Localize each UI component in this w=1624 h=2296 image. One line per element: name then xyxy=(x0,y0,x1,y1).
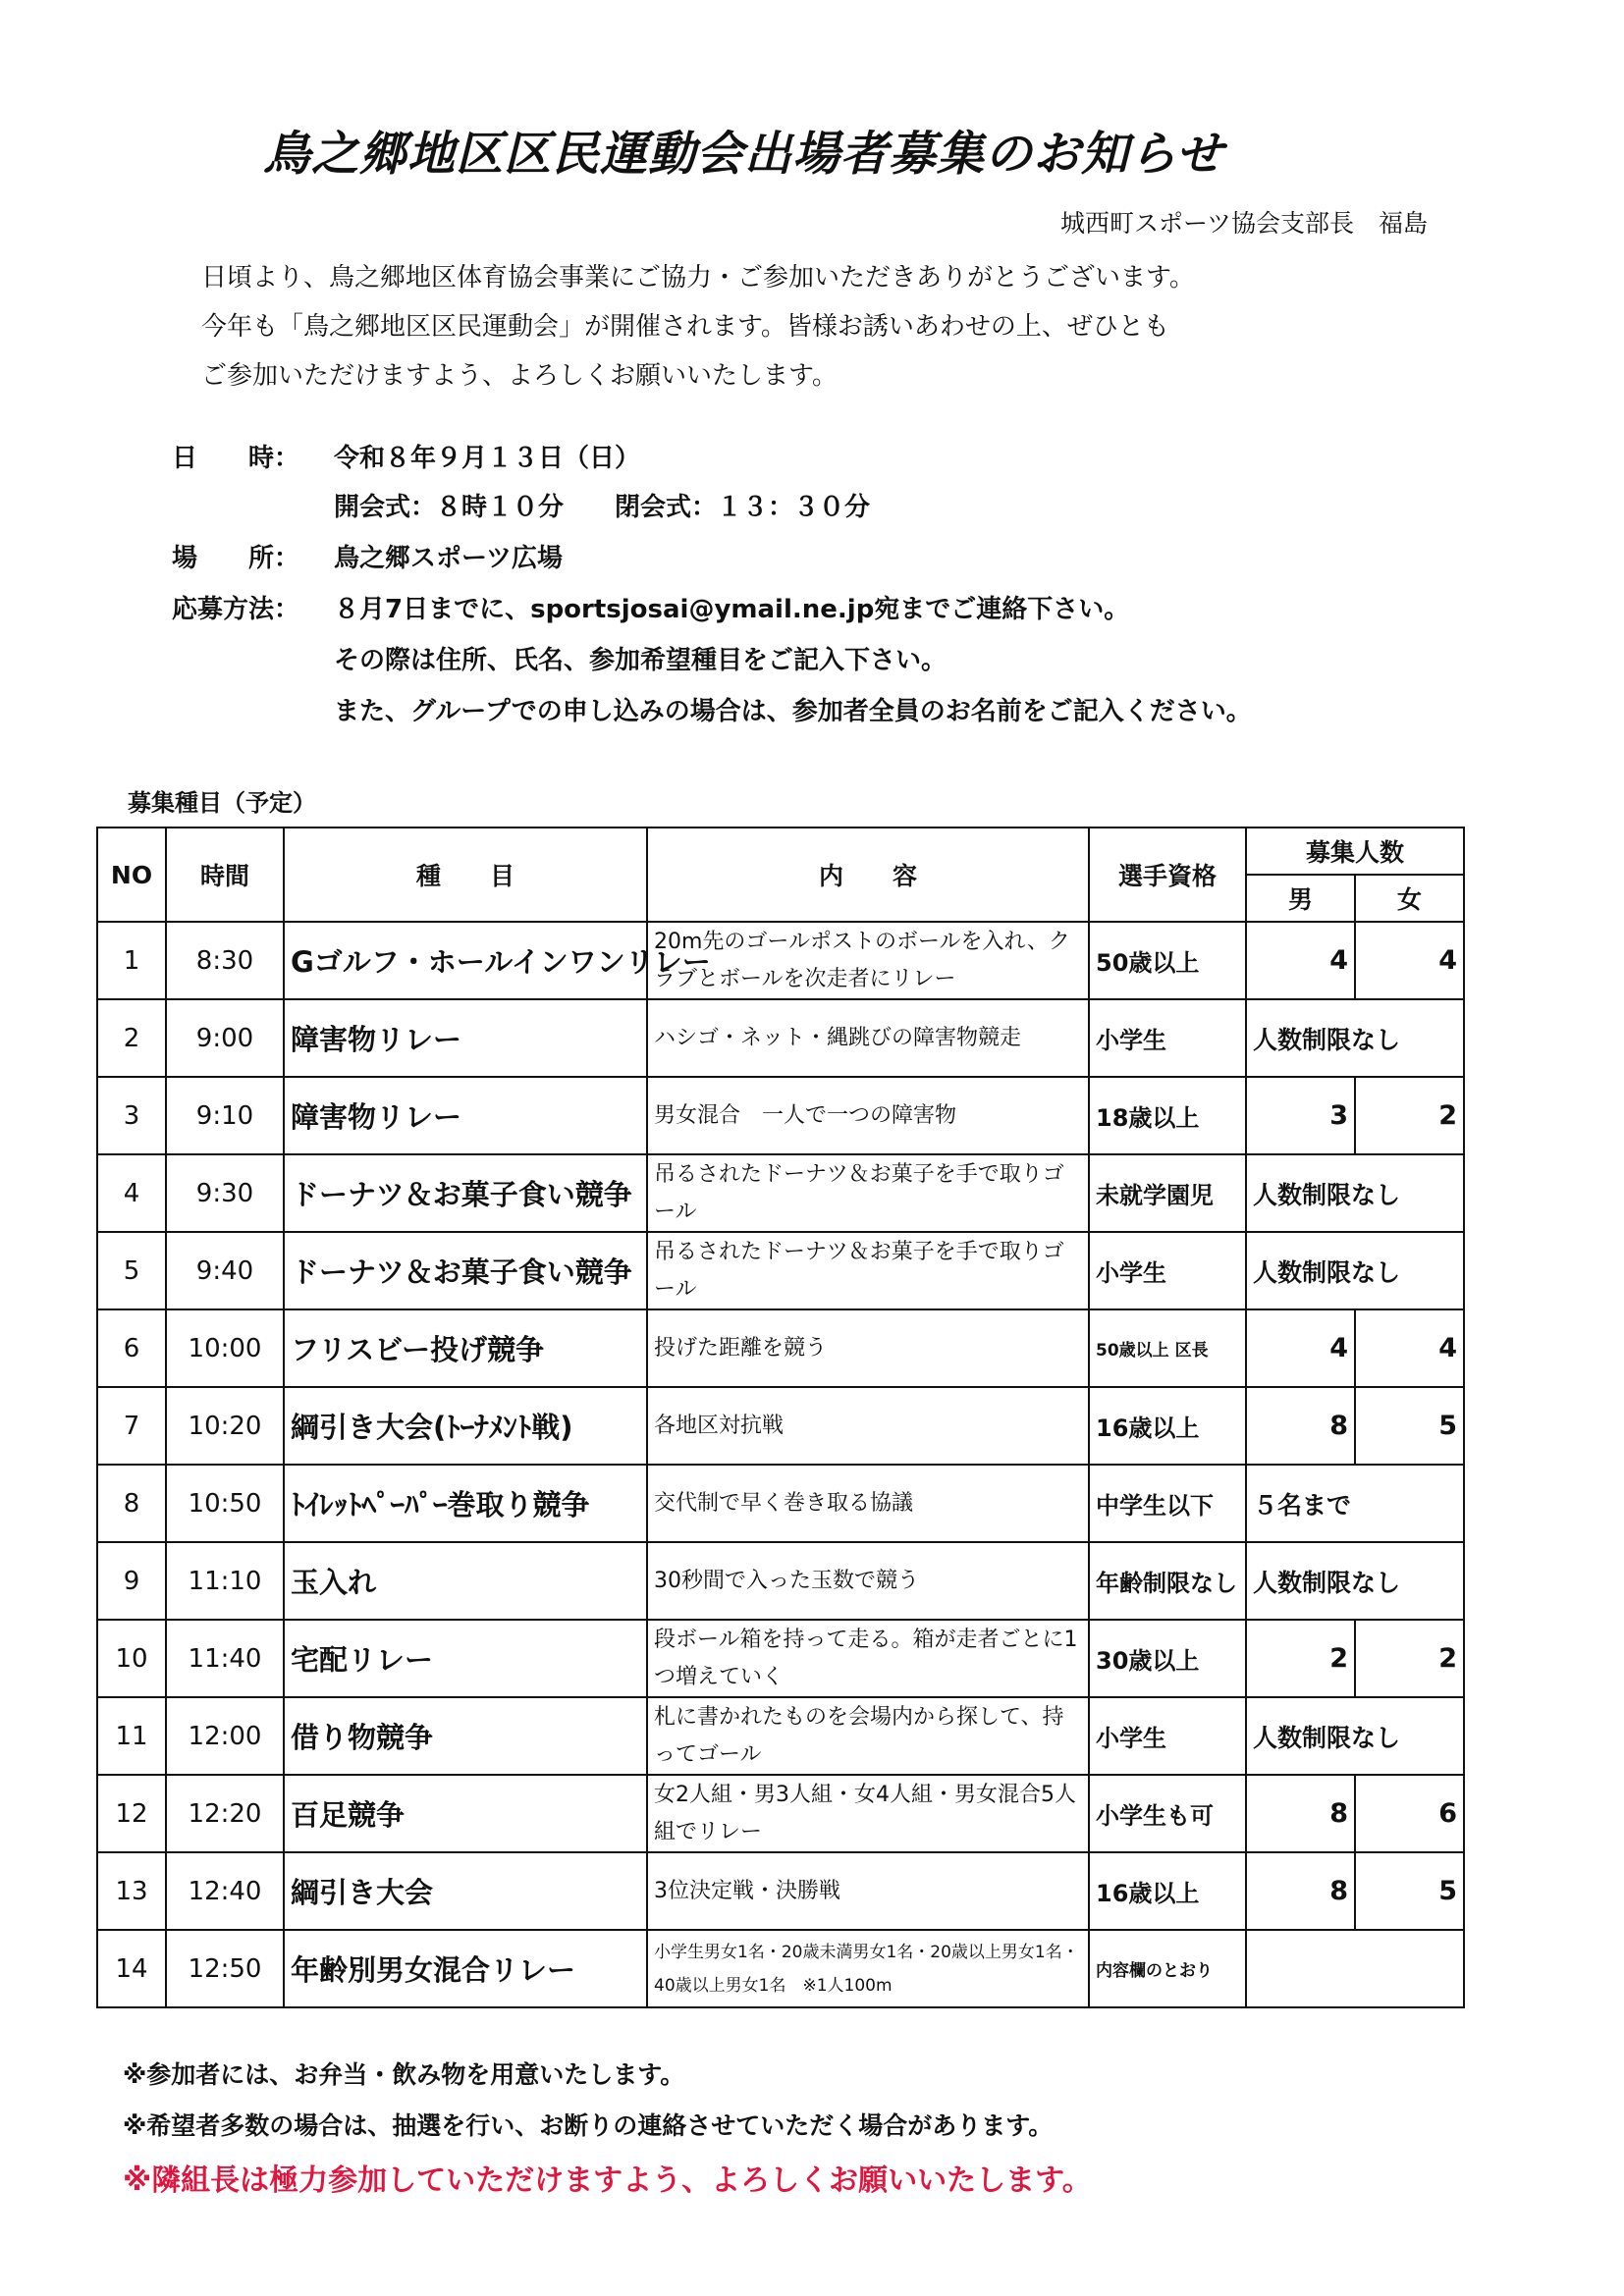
row-recruit-count xyxy=(1246,1930,1464,2007)
row-no: 6 xyxy=(97,1309,166,1387)
ceremony-times: 開会式：８時１０分 閉会式：１３：３０分 xyxy=(334,493,871,522)
row-time: 9:30 xyxy=(166,1154,284,1232)
page-title: 鳥之郷地区区民運動会出場者募集のお知らせ xyxy=(263,127,1224,182)
row-female-count: 5 xyxy=(1355,1852,1464,1930)
row-event: ドーナツ＆お菓子食い競争 xyxy=(284,1232,647,1309)
header-qualification: 選手資格 xyxy=(1089,828,1246,922)
row-no: 4 xyxy=(97,1154,166,1232)
date-label: 日 時： xyxy=(172,444,300,473)
row-qualification: 未就学園児 xyxy=(1089,1154,1246,1232)
row-qualification: 小学生 xyxy=(1089,1232,1246,1309)
table-row xyxy=(97,1620,1464,1697)
row-time: 10:00 xyxy=(166,1309,284,1387)
row-time: 10:20 xyxy=(166,1387,284,1465)
row-no: 3 xyxy=(97,1077,166,1154)
row-male-count: 4 xyxy=(1246,1309,1355,1387)
header-event: 種 目 xyxy=(284,828,647,922)
header-detail: 内 容 xyxy=(647,828,1089,922)
row-no: 7 xyxy=(97,1387,166,1465)
row-no: 11 xyxy=(97,1697,166,1775)
author-line: 城西町スポーツ協会支部長 福島 xyxy=(1060,209,1429,238)
table-row xyxy=(97,1309,1464,1387)
row-female-count: 2 xyxy=(1355,1077,1464,1154)
row-qualification: 30歳以上 xyxy=(1089,1620,1246,1697)
row-time: 10:50 xyxy=(166,1465,284,1542)
events-table xyxy=(96,827,1465,2008)
greeting-line: 日頃より、鳥之郷地区体育協会事業にご協力・ご参加いただきありがとうございます。 xyxy=(201,263,1195,293)
row-no: 13 xyxy=(97,1852,166,1930)
row-event: フリスビー投げ競争 xyxy=(284,1309,647,1387)
row-no: 8 xyxy=(97,1465,166,1542)
row-male-count: 8 xyxy=(1246,1775,1355,1852)
row-time: 8:30 xyxy=(166,922,284,999)
header-male: 男 xyxy=(1246,875,1355,922)
apply-label: 応募方法： xyxy=(172,595,300,624)
row-detail: 3位決定戦・決勝戦 xyxy=(647,1852,1089,1930)
row-no: 9 xyxy=(97,1542,166,1620)
row-detail: 吊るされたドーナツ＆お菓子を手で取りゴール xyxy=(647,1154,1089,1232)
row-recruit-count: 人数制限なし xyxy=(1246,1232,1464,1309)
row-male-count: 3 xyxy=(1246,1077,1355,1154)
row-detail: 吊るされたドーナツ＆お菓子を手で取りゴール xyxy=(647,1232,1089,1309)
row-qualification: 小学生も可 xyxy=(1089,1775,1246,1852)
row-event: 玉入れ xyxy=(284,1542,647,1620)
row-female-count: 4 xyxy=(1355,922,1464,999)
table-row xyxy=(97,1154,1464,1232)
row-detail: 30秒間で入った玉数で競う xyxy=(647,1542,1089,1620)
table-row xyxy=(97,1465,1464,1542)
row-female-count: 6 xyxy=(1355,1775,1464,1852)
row-detail: 20m先のゴールポストのボールを入れ、クラブとボールを次走者にリレー xyxy=(647,922,1089,999)
row-male-count: 4 xyxy=(1246,922,1355,999)
row-time: 11:10 xyxy=(166,1542,284,1620)
row-event: 障害物リレー xyxy=(284,1077,647,1154)
row-no: 14 xyxy=(97,1930,166,2007)
row-detail: 投げた距離を競う xyxy=(647,1309,1089,1387)
row-no: 5 xyxy=(97,1232,166,1309)
row-no: 12 xyxy=(97,1775,166,1852)
row-recruit-count: 人数制限なし xyxy=(1246,1542,1464,1620)
table-body xyxy=(97,922,1464,2007)
date-value: 令和８年９月１３日（日） xyxy=(334,444,641,473)
row-qualification: 小学生 xyxy=(1089,999,1246,1077)
row-recruit-count: 人数制限なし xyxy=(1246,1697,1464,1775)
row-detail: 札に書かれたものを会場内から探して、持ってゴール xyxy=(647,1697,1089,1775)
row-time: 12:20 xyxy=(166,1775,284,1852)
row-event: 宅配リレー xyxy=(284,1620,647,1697)
table-row xyxy=(97,1697,1464,1775)
row-female-count: 4 xyxy=(1355,1309,1464,1387)
row-qualification: 小学生 xyxy=(1089,1697,1246,1775)
header-female: 女 xyxy=(1355,875,1464,922)
row-qualification: 内容欄のとおり xyxy=(1089,1930,1246,2007)
row-event: 綱引き大会(ﾄｰﾅﾒﾝﾄ戦) xyxy=(284,1387,647,1465)
table-row xyxy=(97,1387,1464,1465)
row-recruit-count: 人数制限なし xyxy=(1246,1154,1464,1232)
table-caption: 募集種目（予定） xyxy=(128,789,316,817)
row-no: 10 xyxy=(97,1620,166,1697)
apply-line: その際は住所、氏名、参加希望種目をご記入下さい。 xyxy=(334,646,947,675)
row-female-count: 5 xyxy=(1355,1387,1464,1465)
row-event: 百足競争 xyxy=(284,1775,647,1852)
row-time: 12:40 xyxy=(166,1852,284,1930)
row-event: 借り物競争 xyxy=(284,1697,647,1775)
greeting-line: 今年も「鳥之郷地区区民運動会」が開催されます。皆様お誘いあわせの上、ぜひとも xyxy=(201,312,1169,342)
row-qualification: 50歳以上 xyxy=(1089,922,1246,999)
table-row xyxy=(97,1232,1464,1309)
row-detail: 交代制で早く巻き取る協議 xyxy=(647,1465,1089,1542)
row-event: ドーナツ＆お菓子食い競争 xyxy=(284,1154,647,1232)
header-time: 時間 xyxy=(166,828,284,922)
header-recruit: 募集人数 xyxy=(1246,828,1464,875)
row-time: 12:00 xyxy=(166,1697,284,1775)
row-time: 9:10 xyxy=(166,1077,284,1154)
row-recruit-count: ５名まで xyxy=(1246,1465,1464,1542)
table-row xyxy=(97,1542,1464,1620)
row-qualification: 16歳以上 xyxy=(1089,1852,1246,1930)
row-time: 11:40 xyxy=(166,1620,284,1697)
table-row xyxy=(97,1930,1464,2007)
row-no: 1 xyxy=(97,922,166,999)
row-male-count: 2 xyxy=(1246,1620,1355,1697)
row-event: Gゴルフ・ホールインワンリレー xyxy=(284,922,647,999)
table-row xyxy=(97,999,1464,1077)
row-detail: ハシゴ・ネット・縄跳びの障害物競走 xyxy=(647,999,1089,1077)
row-detail: 段ボール箱を持って走る。箱が走者ごとに1つ増えていく xyxy=(647,1620,1089,1697)
row-no: 2 xyxy=(97,999,166,1077)
row-qualification: 中学生以下 xyxy=(1089,1465,1246,1542)
place-label: 場 所： xyxy=(172,544,300,573)
row-qualification: 18歳以上 xyxy=(1089,1077,1246,1154)
row-event: 綱引き大会 xyxy=(284,1852,647,1930)
table-row xyxy=(97,922,1464,999)
row-male-count: 8 xyxy=(1246,1387,1355,1465)
row-recruit-count: 人数制限なし xyxy=(1246,999,1464,1077)
row-event: 障害物リレー xyxy=(284,999,647,1077)
apply-line: ８月7日までに、sportsjosai@ymail.ne.jp宛までご連絡下さい。 xyxy=(334,595,1130,624)
row-time: 9:00 xyxy=(166,999,284,1077)
row-event: 年齢別男女混合リレー xyxy=(284,1930,647,2007)
row-time: 9:40 xyxy=(166,1232,284,1309)
row-detail: 女2人組・男3人組・女4人組・男女混合5人組でリレー xyxy=(647,1775,1089,1852)
row-detail: 男女混合 一人で一つの障害物 xyxy=(647,1077,1089,1154)
row-female-count: 2 xyxy=(1355,1620,1464,1697)
table-row xyxy=(97,1775,1464,1852)
row-time: 12:50 xyxy=(166,1930,284,2007)
note-line: ※参加者には、お弁当・飲み物を用意いたします。 xyxy=(123,2060,685,2089)
row-detail: 小学生男女1名・20歳未満男女1名・20歳以上男女1名・40歳以上男女1名 ※1人100m xyxy=(647,1930,1089,2007)
row-event: ﾄｲﾚｯﾄﾍﾟｰﾊﾟｰ巻取り競争 xyxy=(284,1465,647,1542)
row-detail: 各地区対抗戦 xyxy=(647,1387,1089,1465)
row-qualification: 年齢制限なし xyxy=(1089,1542,1246,1620)
header-no: NO xyxy=(97,828,166,922)
row-male-count: 8 xyxy=(1246,1852,1355,1930)
row-qualification: 50歳以上 区長 xyxy=(1089,1309,1246,1387)
row-qualification: 16歳以上 xyxy=(1089,1387,1246,1465)
apply-line: また、グループでの申し込みの場合は、参加者全員のお名前をご記入ください。 xyxy=(334,697,1252,726)
red-note: ※隣組長は極力参加していただけますよう、よろしくお願いいたします。 xyxy=(123,2163,1092,2198)
table-row xyxy=(97,1077,1464,1154)
greeting-line: ご参加いただけますよう、よろしくお願いいたします。 xyxy=(201,361,838,391)
table-row xyxy=(97,1852,1464,1930)
note-line: ※希望者多数の場合は、抽選を行い、お断りの連絡させていただく場合があります。 xyxy=(123,2111,1054,2140)
place-value: 鳥之郷スポーツ広場 xyxy=(334,544,563,573)
